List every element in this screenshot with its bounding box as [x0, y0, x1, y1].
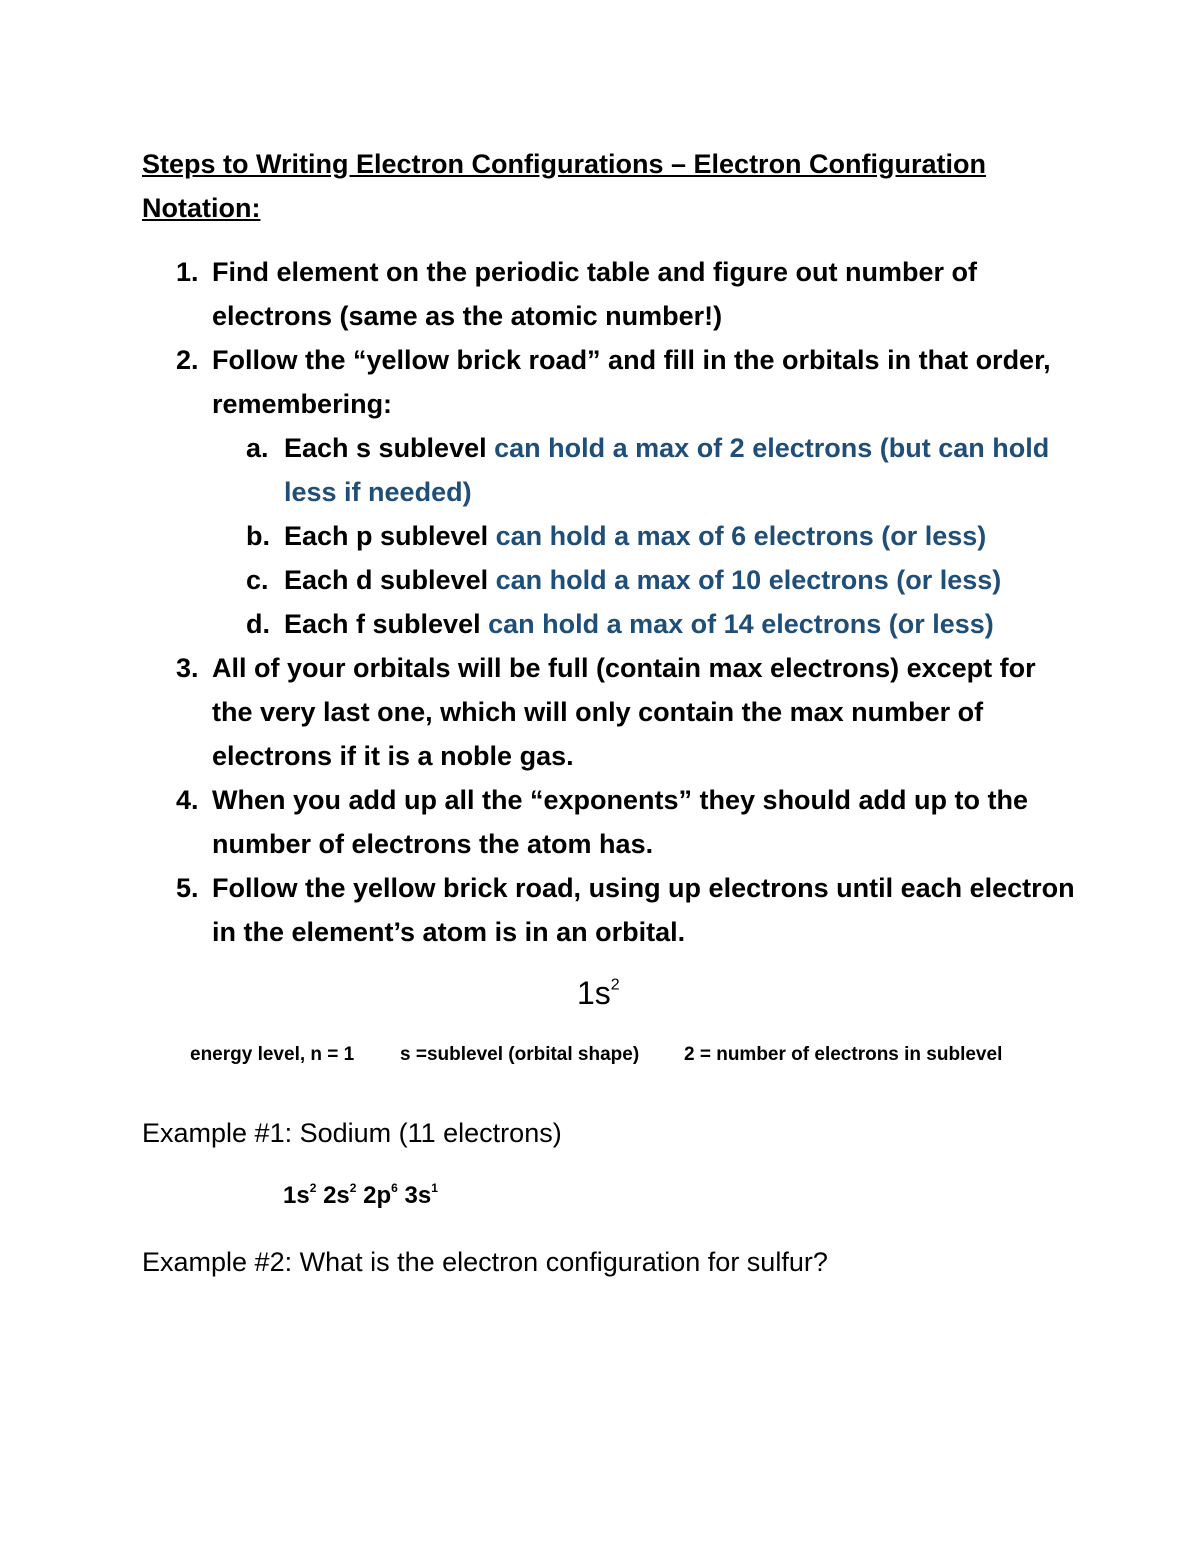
config-term [405, 1182, 438, 1209]
formula-base: 1s [577, 975, 611, 1011]
step-4 [142, 778, 1082, 866]
legend-electron-count: 2 = number of electrons in sublevel [684, 1044, 1003, 1065]
step-1 [142, 250, 1082, 338]
sub-label: Each p sublevel [284, 521, 489, 551]
step-text: Follow the “yellow brick road” and fill in the orbitals in that order, remembering: [212, 345, 1051, 419]
example-1-configuration [283, 1182, 438, 1210]
example-1-label: Example #1: Sodium (11 electrons) [142, 1118, 562, 1148]
step-text: Find element on the periodic table and figure out number of electrons (same as the atomic number!) [212, 257, 978, 331]
sub-label: Each s sublevel [284, 433, 487, 463]
step-3 [142, 646, 1082, 778]
term-base: 3s [404, 1182, 432, 1209]
config-term [323, 1182, 356, 1209]
term-base: 2s [323, 1182, 350, 1209]
sublevel-rule-p [212, 514, 1082, 558]
sublevel-rules [212, 426, 1082, 646]
sub-detail: can hold a max of 10 electrons (or less) [495, 565, 1002, 595]
step-2 [142, 338, 1082, 646]
config-term [363, 1182, 398, 1209]
sub-label: Each d sublevel [284, 565, 489, 595]
term-exponent: 2 [309, 1181, 317, 1196]
term-exponent: 2 [349, 1181, 357, 1196]
example-2-label: Example #2: What is the electron configuration for sulfur? [142, 1247, 828, 1277]
step-number: 4. [176, 785, 199, 815]
sub-letter: b. [246, 521, 270, 551]
term-base: 2p [363, 1182, 392, 1209]
sub-letter: c. [246, 565, 269, 595]
sub-label: Each f sublevel [284, 609, 481, 639]
term-base: 1s [283, 1182, 310, 1209]
steps-list [142, 250, 1082, 954]
sublevel-rule-d [212, 558, 1082, 602]
sub-detail: can hold a max of 14 electrons (or less) [488, 609, 994, 639]
step-number: 2. [176, 345, 199, 375]
step-text: Follow the yellow brick road, using up electrons until each electron in the element’s atom is in an orbital. [212, 873, 1075, 947]
term-exponent: 1 [431, 1181, 438, 1196]
step-number: 3. [176, 653, 199, 683]
step-number: 1. [176, 257, 199, 287]
page-title: Steps to Writing Electron Configurations – Electron Configuration Notation: [142, 149, 987, 223]
config-term [283, 1182, 316, 1209]
formula-exponent: 2 [610, 976, 620, 994]
legend-sublevel: s =sublevel (orbital shape) [400, 1044, 640, 1065]
step-text: When you add up all the “exponents” they should add up to the number of electrons the atom has. [212, 785, 1029, 859]
sublevel-rule-s [212, 426, 1082, 514]
notation-formula [577, 975, 620, 1012]
step-number: 5. [176, 873, 199, 903]
step-text: All of your orbitals will be full (contain max electrons) except for the very last one, which will only contain the max number of electrons if it is a noble gas. [212, 653, 1036, 771]
sublevel-rule-f [212, 602, 1082, 646]
legend-energy-level: energy level, n = 1 [190, 1044, 355, 1065]
sub-letter: d. [246, 609, 270, 639]
sub-detail: can hold a max of 2 electrons (but can hold less if needed) [284, 433, 1050, 507]
step-5 [142, 866, 1082, 954]
term-exponent: 6 [391, 1181, 398, 1196]
sub-detail: can hold a max of 6 electrons (or less) [495, 521, 987, 551]
sub-letter: a. [246, 433, 269, 463]
